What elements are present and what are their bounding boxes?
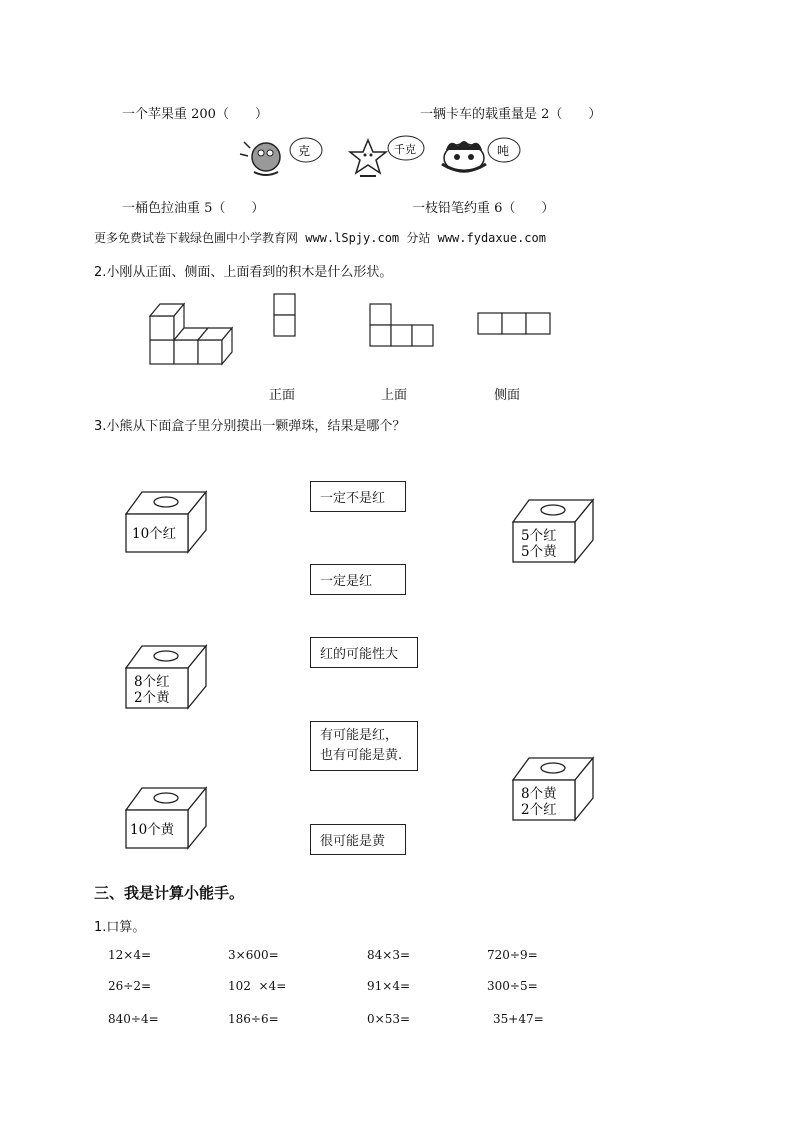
- marble-box-8-red-2-yellow: [122, 642, 208, 710]
- box-label-line2: 2个红: [521, 802, 557, 818]
- label-front: 正面: [269, 388, 296, 403]
- q2-prompt: 2.小刚从正面、侧面、上面看到的积木是什么形状。: [94, 265, 393, 280]
- front-view-shape: [273, 293, 297, 337]
- oil-weight-question: 一桶色拉油重 5（ ）: [122, 201, 265, 216]
- label-side: 侧面: [494, 388, 521, 403]
- section3-sub: 1.口算。: [94, 920, 146, 935]
- side-view-shape: [477, 312, 553, 336]
- calc-r2-c3: 91×4=: [367, 979, 411, 993]
- marble-box-10-red: [122, 488, 208, 554]
- calc-r2-c4: 300÷5=: [487, 979, 538, 993]
- truck-weight-question: 一辆卡车的载重量是 2（ ）: [420, 107, 602, 122]
- box-label-line2: 5个红: [521, 528, 557, 544]
- calc-r2-c1: 26÷2=: [108, 979, 152, 993]
- answer-likely-yellow[interactable]: 很可能是黄: [310, 824, 406, 855]
- answer-definitely-not-red[interactable]: 一定不是红: [310, 481, 406, 512]
- label-top: 上面: [381, 388, 408, 403]
- calc-r3-c4: 35+47=: [493, 1012, 544, 1026]
- box-label-line1: 5个黄: [521, 544, 557, 560]
- ball-character-icon: [240, 142, 280, 175]
- ad-line: 更多免费试卷下载绿色圃中小学教育网 www.lSpjy.com 分站 www.fydaxue.com: [94, 231, 546, 245]
- unit-kilogram-label: 千克: [394, 143, 416, 156]
- calc-r1-c3: 84×3=: [367, 948, 411, 962]
- box-label-line1: 8个黄: [521, 786, 557, 802]
- calc-r2-c2: 102 ×4=: [228, 979, 287, 993]
- top-view-shape: [369, 303, 435, 347]
- marble-box-5-yellow-5-red: [509, 496, 595, 566]
- apple-weight-question: 一个苹果重 200（ ）: [122, 107, 268, 122]
- stacked-blocks-3d: [148, 296, 238, 368]
- unit-characters-illustration: [236, 132, 526, 180]
- answer-definitely-red[interactable]: 一定是红: [310, 564, 406, 595]
- marble-box-8-yellow-2-red: [509, 754, 595, 822]
- calc-r3-c3: 0×53=: [367, 1012, 411, 1026]
- box-label-line1: 8个红: [134, 674, 170, 690]
- box-label-line2: 2个黄: [134, 690, 170, 706]
- calc-r1-c2: 3×600=: [228, 948, 279, 962]
- box-label: 10个红: [132, 526, 177, 542]
- answer-red-or-yellow[interactable]: 有可能是红， 也有可能是黄.: [310, 721, 418, 771]
- section3-title: 三、我是计算小能手。: [94, 884, 245, 902]
- calc-r1-c4: 720÷9=: [487, 948, 538, 962]
- unit-ton-label: 吨: [497, 144, 510, 158]
- pencil-weight-question: 一枝铅笔约重 6（ ）: [412, 201, 555, 216]
- calc-r3-c2: 186÷6=: [228, 1012, 279, 1026]
- marble-box-10-yellow: [122, 784, 208, 850]
- calc-r1-c1: 12×4=: [108, 948, 152, 962]
- unit-gram-label: 克: [298, 144, 311, 158]
- calc-r3-c1: 840÷4=: [108, 1012, 159, 1026]
- star-character-icon: [350, 140, 386, 176]
- fluffy-character-icon: [442, 141, 486, 172]
- q3-prompt: 3.小熊从下面盒子里分别摸出一颗弹珠，结果是哪个？: [94, 419, 406, 434]
- box-label: 10个黄: [130, 822, 175, 838]
- answer-red-more-likely[interactable]: 红的可能性大: [310, 637, 418, 668]
